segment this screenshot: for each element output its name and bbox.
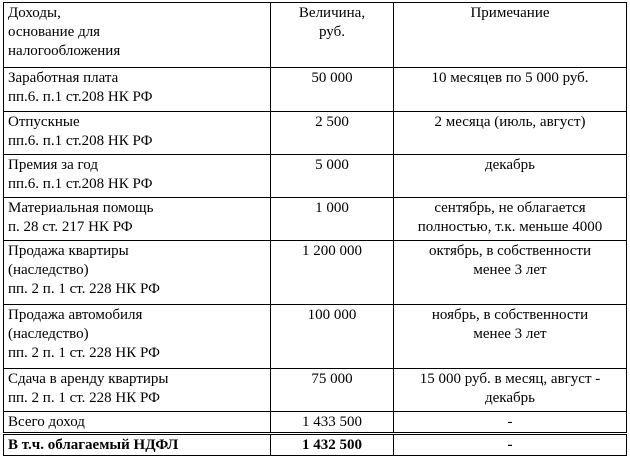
note-cell (394, 241, 627, 305)
amount-cell: 100 000 (271, 305, 394, 369)
note-line: октябрь, в собственности (429, 243, 591, 259)
income-line: Премия за год (8, 157, 98, 173)
income-line: пп.6. п.1 ст.208 НК РФ (8, 89, 153, 105)
amount-cell: 75 000 (271, 369, 394, 412)
table-row (4, 369, 627, 412)
income-line: Сдача в аренду квартиры (8, 371, 169, 387)
table-row (4, 155, 627, 198)
income-line: Продажа квартиры (8, 243, 129, 259)
note-line: декабрь (485, 390, 535, 406)
income-cell (4, 68, 271, 112)
note-line: полностью, т.к. меньше 4000 (417, 219, 603, 235)
note-line: декабрь (485, 157, 535, 173)
income-line: Отпускные (8, 114, 80, 130)
note-cell (394, 369, 627, 412)
table-row (4, 68, 627, 112)
note-line: ноябрь, в собственности (431, 307, 589, 323)
income-cell (4, 305, 271, 369)
note-line: менее 3 лет (473, 326, 547, 342)
income-line: Заработная плата (8, 70, 119, 86)
note-cell (394, 155, 627, 198)
header-income-line: основание для (8, 24, 101, 40)
note-cell (394, 68, 627, 112)
note-cell (394, 198, 627, 241)
taxable-label: В т.ч. облагаемый НДФЛ (4, 434, 271, 456)
income-cell (4, 241, 271, 305)
header-amount-line: Величина, (298, 5, 366, 21)
income-cell (4, 198, 271, 241)
amount-cell: 1 200 000 (271, 241, 394, 305)
total-amount: 1 433 500 (271, 412, 394, 434)
table-row (4, 112, 627, 155)
income-line: пп. 2 п. 1 ст. 228 НК РФ (8, 390, 160, 406)
income-line: Материальная помощь (8, 200, 154, 216)
header-note-line: Примечание (470, 5, 550, 21)
taxable-note: - (394, 434, 627, 456)
amount-cell: 50 000 (271, 68, 394, 112)
table-row (4, 198, 627, 241)
income-line: пп. 2 п. 1 ст. 228 НК РФ (8, 281, 160, 297)
header-income (4, 3, 271, 68)
note-line: сентябрь, не облагается (434, 200, 586, 216)
income-line: (наследство) (8, 326, 89, 342)
total-note: - (394, 412, 627, 434)
income-line: (наследство) (8, 262, 89, 278)
note-line: 15 000 руб. в месяц, август - (419, 371, 601, 387)
income-line: Продажа автомобиля (8, 307, 143, 323)
income-line: пп.6. п.1 ст.208 НК РФ (8, 133, 153, 149)
note-cell (394, 112, 627, 155)
amount-cell: 1 000 (271, 198, 394, 241)
note-cell (394, 305, 627, 369)
total-label: Всего доход (4, 412, 271, 434)
income-cell (4, 155, 271, 198)
note-line: 10 месяцев по 5 000 руб. (431, 70, 589, 86)
income-cell (4, 112, 271, 155)
total-row (4, 412, 627, 434)
table-row (4, 241, 627, 305)
income-cell (4, 369, 271, 412)
header-row (4, 3, 627, 68)
income-line: пп.6. п.1 ст.208 НК РФ (8, 176, 153, 192)
header-amount-line: руб. (319, 24, 345, 40)
note-line: 2 месяца (июль, август) (434, 114, 586, 130)
header-note (394, 3, 627, 68)
table-row (4, 305, 627, 369)
income-table (3, 2, 627, 456)
header-amount (271, 3, 394, 68)
amount-cell: 2 500 (271, 112, 394, 155)
header-income-line: налогообложения (8, 43, 121, 59)
note-line: менее 3 лет (473, 262, 547, 278)
header-income-line: Доходы, (8, 5, 61, 21)
taxable-amount: 1 432 500 (271, 434, 394, 456)
income-line: пп. 2 п. 1 ст. 228 НК РФ (8, 345, 160, 361)
taxable-row (4, 434, 627, 456)
amount-cell: 5 000 (271, 155, 394, 198)
income-line: п. 28 ст. 217 НК РФ (8, 219, 133, 235)
